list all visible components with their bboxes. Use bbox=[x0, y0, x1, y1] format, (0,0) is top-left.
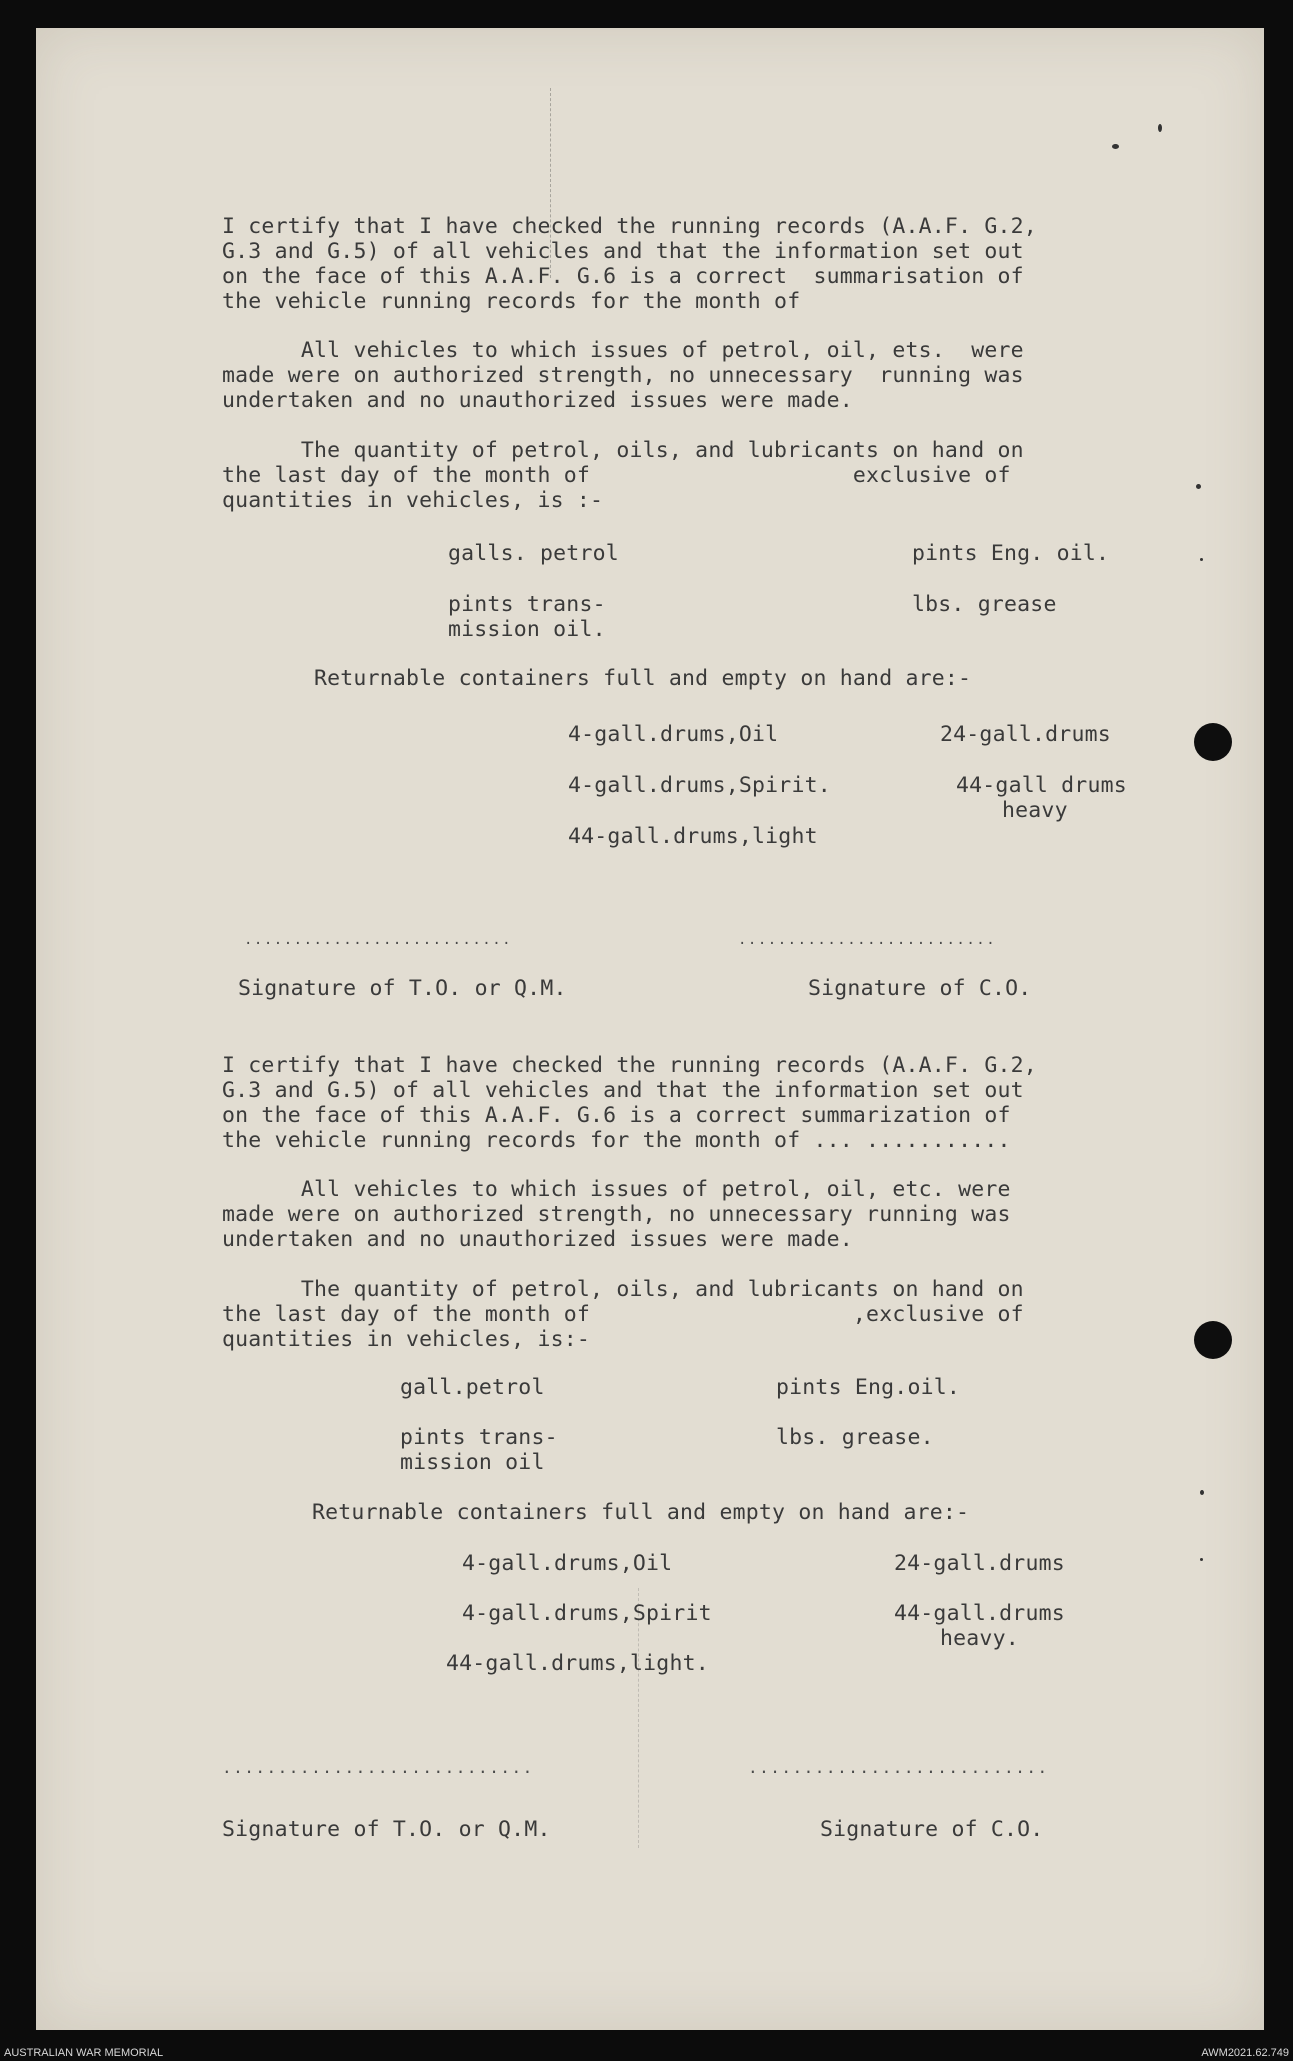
s1-drums-24: 24-gall.drums bbox=[940, 722, 1111, 747]
s1-drums-44-heavy-2: heavy bbox=[1002, 798, 1068, 823]
s2-para2-line3: undertaken and no unauthorized issues were made. bbox=[222, 1227, 853, 1252]
s2-para2-line1: All vehicles to which issues of petrol, oil, etc. were bbox=[222, 1177, 1011, 1202]
ink-speck bbox=[1112, 144, 1119, 149]
footer-catalogue-number: AWM2021.62.749 bbox=[1201, 2047, 1289, 2059]
s2-para1-line4: the vehicle running records for the month of ... ........... bbox=[222, 1128, 1011, 1153]
s1-para1-line4: the vehicle running records for the month of bbox=[222, 289, 801, 314]
s2-drums-spirit: 4-gall.drums,Spirit bbox=[462, 1601, 712, 1626]
s2-para3-line1: The quantity of petrol, oils, and lubricants on hand on bbox=[222, 1277, 1024, 1302]
s1-drums-44-heavy-1: 44-gall drums bbox=[956, 773, 1127, 798]
fold-mark bbox=[638, 1588, 640, 1848]
s2-para3-line2: the last day of the month of ,exclusive of bbox=[222, 1302, 1024, 1327]
s1-drums-spirit: 4-gall.drums,Spirit. bbox=[568, 773, 831, 798]
s1-signature-line-left: ........................... bbox=[244, 932, 513, 948]
s2-drums-44-heavy-1: 44-gall.drums bbox=[894, 1601, 1065, 1626]
s2-pints-eng-oil: pints Eng.oil. bbox=[776, 1375, 961, 1400]
punch-hole bbox=[1194, 723, 1232, 761]
s2-para3-line3: quantities in vehicles, is:- bbox=[222, 1327, 591, 1352]
s1-para2-line3: undertaken and no unauthorized issues were made. bbox=[222, 388, 853, 413]
s2-drums-24: 24-gall.drums bbox=[894, 1551, 1065, 1576]
ink-speck bbox=[1200, 1490, 1204, 1495]
s1-para3-line2: the last day of the month of exclusive of bbox=[222, 463, 1011, 488]
s1-pints-eng-oil: pints Eng. oil. bbox=[912, 541, 1110, 566]
s2-drums-44-light: 44-gall.drums,light. bbox=[446, 1651, 709, 1676]
fold-mark bbox=[550, 88, 552, 278]
s1-para3-line1: The quantity of petrol, oils, and lubricants on hand on bbox=[222, 438, 1024, 463]
ink-speck bbox=[1158, 124, 1162, 132]
s2-containers-heading: Returnable containers full and empty on hand are:- bbox=[312, 1500, 970, 1525]
s1-signature-co: Signature of C.O. bbox=[808, 976, 1032, 1001]
s2-signature-line-right: ........................... bbox=[748, 1758, 1049, 1777]
s1-para2-line2: made were on authorized strength, no unnecessary running was bbox=[222, 363, 1024, 388]
s2-lbs-grease: lbs. grease. bbox=[776, 1425, 934, 1450]
s2-pints-trans-1: pints trans- bbox=[400, 1425, 558, 1450]
s1-pints-trans-2: mission oil. bbox=[448, 617, 606, 642]
s1-lbs-grease: lbs. grease bbox=[912, 592, 1057, 617]
s2-drums-oil: 4-gall.drums,Oil bbox=[462, 1551, 673, 1576]
punch-hole bbox=[1194, 1321, 1232, 1359]
s1-para1-line2: G.3 and G.5) of all vehicles and that the information set out bbox=[222, 239, 1024, 264]
s1-drums-44-light: 44-gall.drums,light bbox=[568, 824, 818, 849]
s1-para3-line3: quantities in vehicles, is :- bbox=[222, 488, 604, 513]
ink-speck bbox=[1200, 558, 1203, 561]
s2-para1-line1: I certify that I have checked the running records (A.A.F. G.2, bbox=[222, 1053, 1037, 1078]
s1-galls-petrol: galls. petrol bbox=[448, 541, 619, 566]
footer-archive-name: AUSTRALIAN WAR MEMORIAL bbox=[4, 2047, 164, 2059]
s1-para2-line1: All vehicles to which issues of petrol, oil, ets. were bbox=[222, 338, 1024, 363]
s2-para2-line2: made were on authorized strength, no unnecessary running was bbox=[222, 1202, 1011, 1227]
document-page bbox=[36, 28, 1264, 2030]
s2-pints-trans-2: mission oil bbox=[400, 1450, 545, 1475]
s1-signature-to-qm: Signature of T.O. or Q.M. bbox=[238, 976, 567, 1001]
s2-para1-line3: on the face of this A.A.F. G.6 is a correct summarization of bbox=[222, 1103, 1011, 1128]
s2-signature-line-left: ............................ bbox=[222, 1758, 534, 1777]
s2-signature-to-qm: Signature of T.O. or Q.M. bbox=[222, 1817, 551, 1842]
s1-pints-trans-1: pints trans- bbox=[448, 592, 606, 617]
s1-containers-heading: Returnable containers full and empty on hand are:- bbox=[314, 666, 972, 691]
s2-gall-petrol: gall.petrol bbox=[400, 1375, 545, 1400]
s2-drums-44-heavy-2: heavy. bbox=[940, 1626, 1019, 1651]
s1-para1-line3: on the face of this A.A.F. G.6 is a correct summarisation of bbox=[222, 264, 1024, 289]
ink-speck bbox=[1196, 484, 1201, 489]
s1-drums-oil: 4-gall.drums,Oil bbox=[568, 722, 779, 747]
ink-speck bbox=[1200, 1558, 1203, 1561]
s2-para1-line2: G.3 and G.5) of all vehicles and that the information set out bbox=[222, 1078, 1024, 1103]
s2-signature-co: Signature of C.O. bbox=[820, 1817, 1044, 1842]
s1-para1-line1: I certify that I have checked the running records (A.A.F. G.2, bbox=[222, 214, 1037, 239]
s1-signature-line-right: .......................... bbox=[738, 932, 997, 948]
